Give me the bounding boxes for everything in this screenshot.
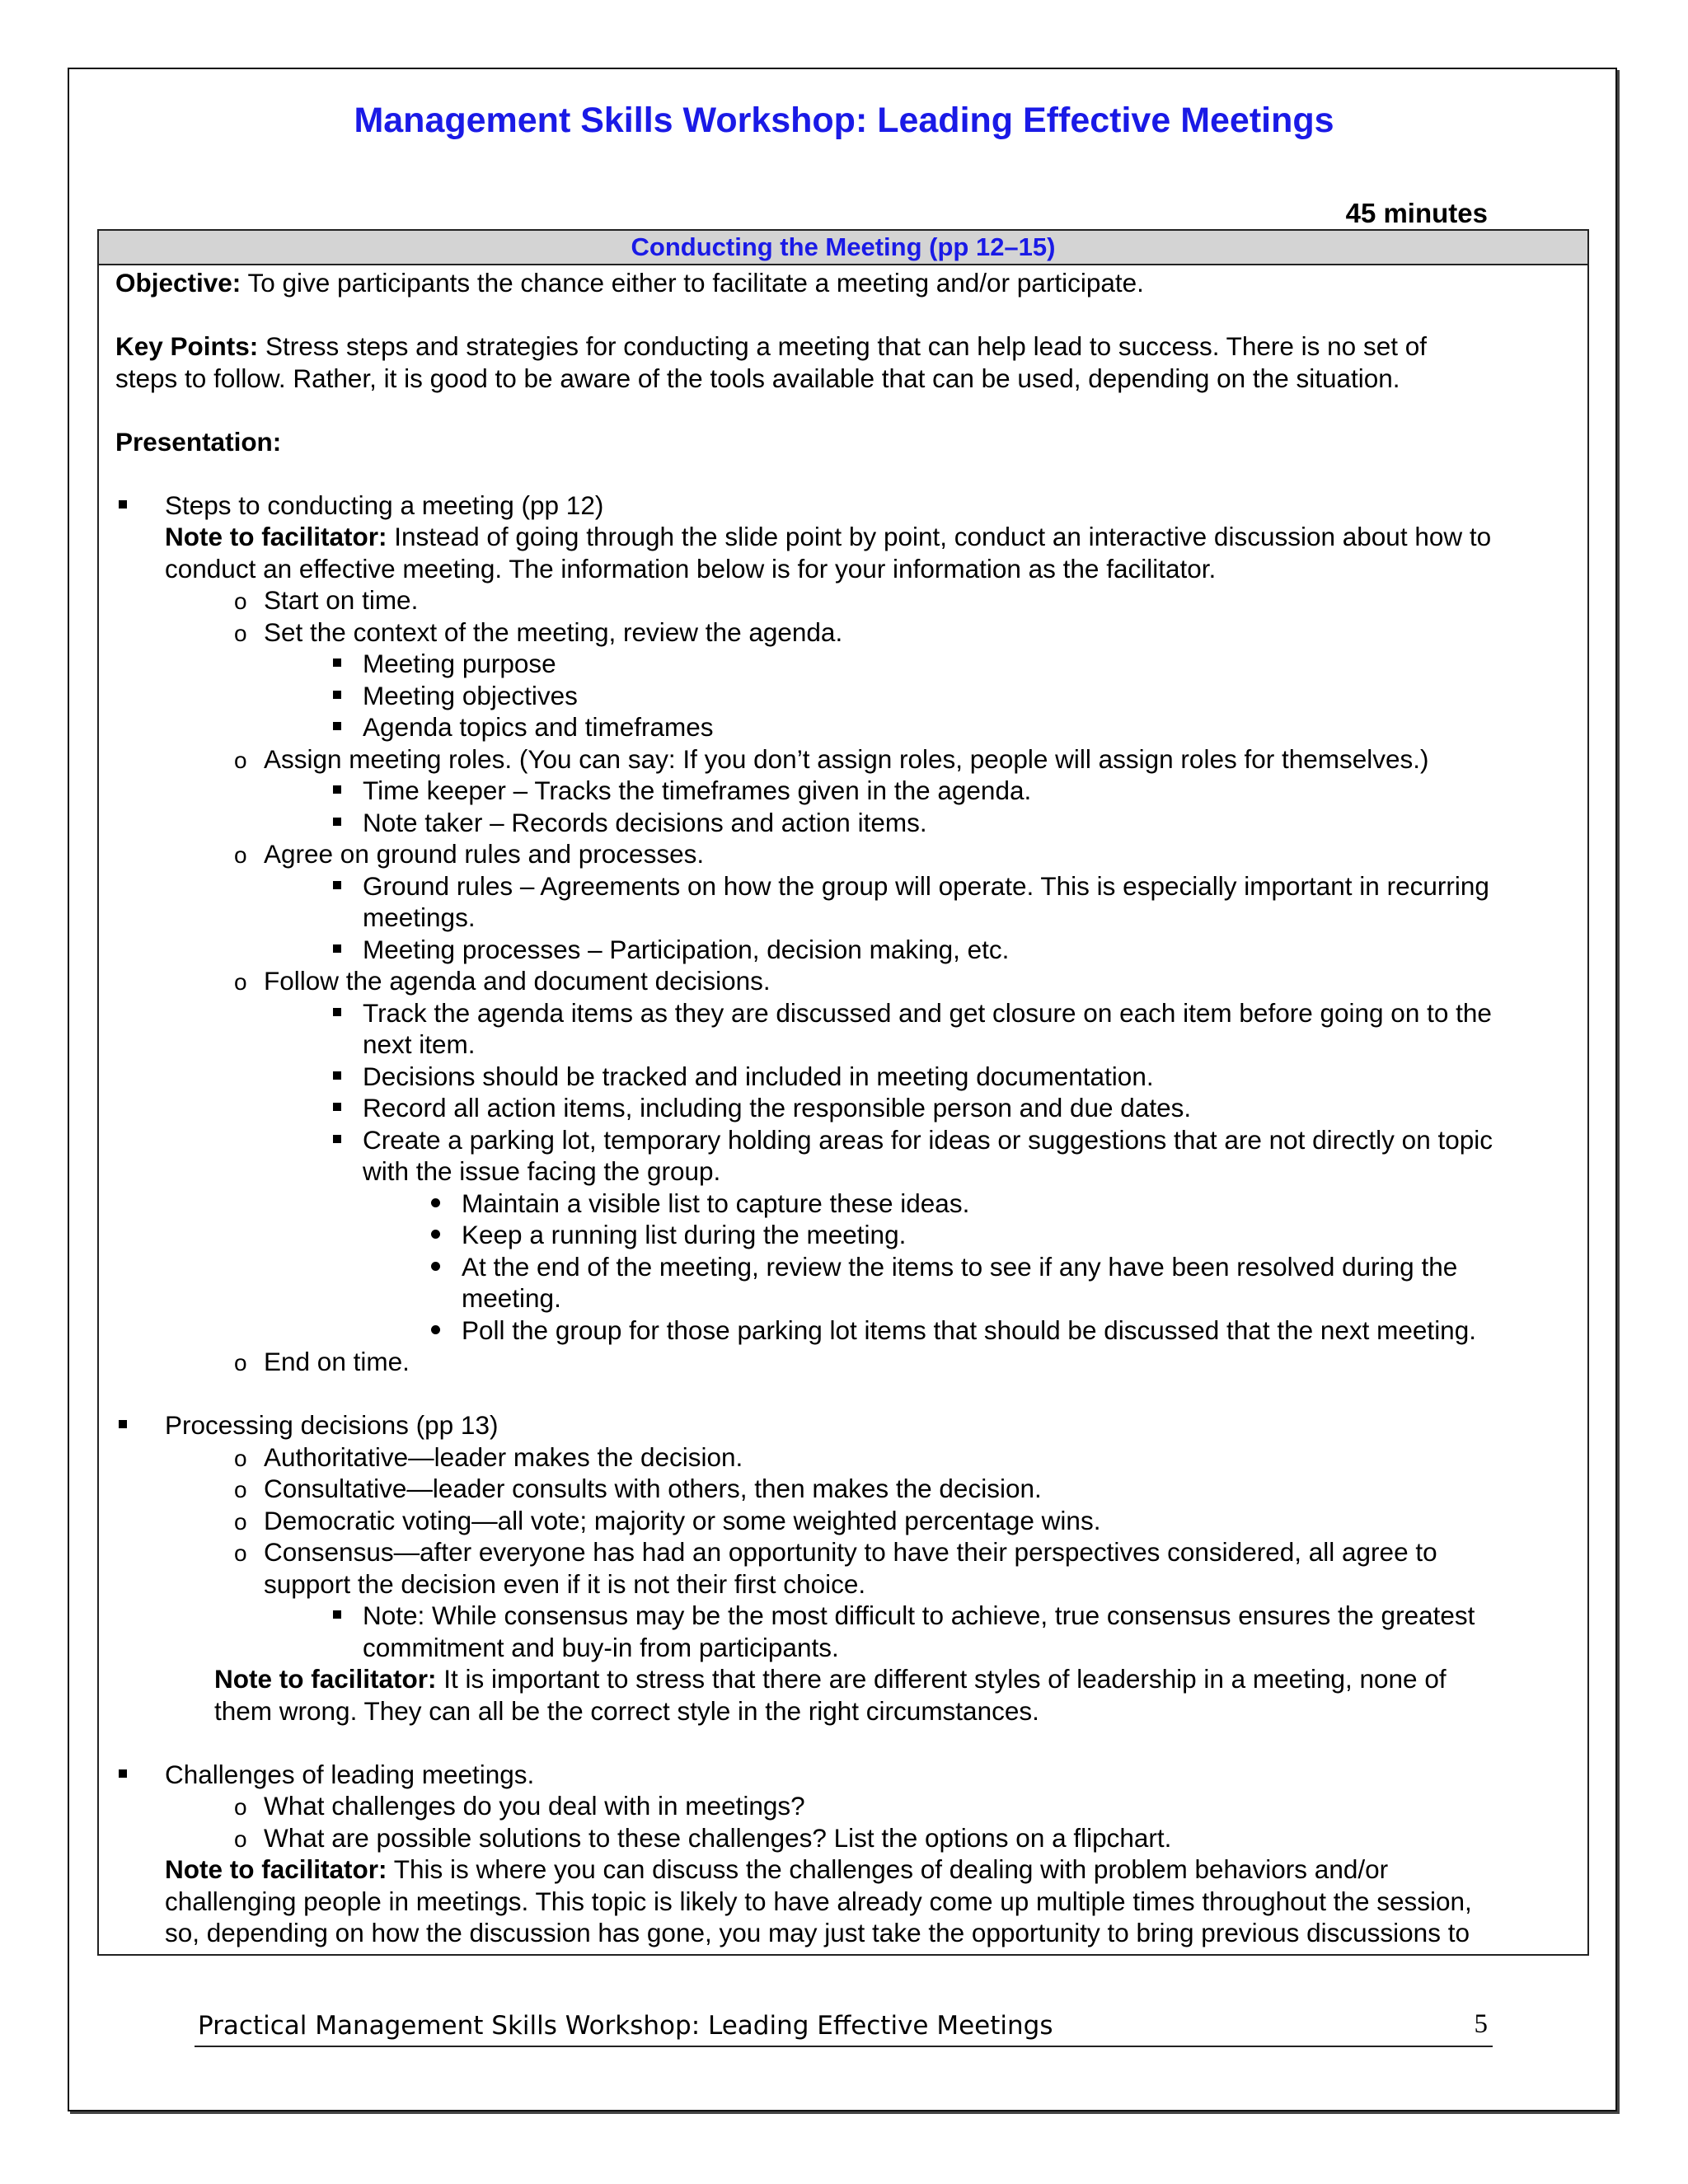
circle-bullet-icon: o bbox=[234, 1508, 247, 1535]
list-item bbox=[115, 934, 1587, 966]
circle-bullet-icon: o bbox=[234, 1825, 247, 1852]
list-item bbox=[115, 1346, 1587, 1378]
keypoints-text: Stress steps and strategies for conducting a meeting that can help lead to success. There is no set of bbox=[258, 331, 1427, 361]
list-item-text: Challenges of leading meetings. bbox=[165, 1759, 535, 1789]
list-item-text: Note: While consensus may be the most difficult to achieve, true consensus ensures the greatest bbox=[363, 1601, 1475, 1630]
list-item-text: Agree on ground rules and processes. bbox=[264, 839, 705, 869]
list-item-text: At the end of the meeting, review the items to see if any have been resolved during the bbox=[462, 1251, 1458, 1282]
list-item-text: Keep a running list during the meeting. bbox=[462, 1220, 907, 1249]
list-item bbox=[115, 1600, 1587, 1632]
list-item-text: Meeting purpose bbox=[363, 649, 556, 678]
list-item-text: Time keeper – Tracks the timeframes given in the agenda. bbox=[363, 776, 1032, 805]
note-text: It is important to stress that there are different styles of leadership in a meeting, none of bbox=[436, 1664, 1447, 1694]
list-item bbox=[115, 743, 1587, 776]
square-bullet-icon bbox=[333, 881, 341, 889]
list-item-text: What are possible solutions to these challenges? List the options on a flipchart. bbox=[264, 1822, 1172, 1853]
square-bullet-icon bbox=[333, 818, 341, 826]
list-item-text: Start on time. bbox=[264, 585, 419, 615]
list-item bbox=[115, 1790, 1587, 1822]
facilitator-note bbox=[115, 521, 1587, 553]
circle-bullet-icon: o bbox=[234, 1794, 247, 1820]
objective-text: To give participants the chance either to facilitate a meeting and/or participate. bbox=[241, 268, 1144, 298]
list-item-cont: with the issue facing the group. bbox=[363, 1156, 721, 1186]
circle-bullet-icon: o bbox=[234, 747, 247, 773]
list-item-cont: next item. bbox=[363, 1029, 476, 1059]
round-bullet-icon bbox=[431, 1262, 440, 1271]
list-item-text: Note taker – Records decisions and action items. bbox=[363, 807, 927, 837]
list-item-text: Set the context of the meeting, review the agenda. bbox=[264, 616, 843, 647]
circle-bullet-icon: o bbox=[234, 1477, 247, 1502]
list-item-text: Democratic voting—all vote; majority or some weighted percentage wins. bbox=[264, 1505, 1101, 1535]
square-bullet-icon bbox=[333, 785, 341, 794]
note-label: Note to facilitator: bbox=[165, 522, 387, 551]
list-item-cont: commitment and buy-in from participants. bbox=[363, 1632, 839, 1662]
objective-label: Objective: bbox=[115, 268, 241, 298]
list-item bbox=[115, 1473, 1587, 1505]
facilitator-note-cont: challenging people in meetings. This topic is likely to have already come up multiple times throughout the session, bbox=[165, 1886, 1472, 1916]
circle-bullet-icon: o bbox=[234, 588, 247, 614]
list-item bbox=[115, 1505, 1587, 1537]
circle-bullet-icon: o bbox=[234, 1540, 247, 1566]
circle-bullet-icon: o bbox=[234, 842, 247, 868]
facilitator-note-cont: so, depending on how the discussion has gone, you may just take the opportunity to bring previous discussions to bbox=[165, 1918, 1470, 1947]
list-item bbox=[115, 1441, 1587, 1474]
page-number: 5 bbox=[1474, 2009, 1488, 2039]
note-text: This is where you can discuss the challenges of dealing with problem behaviors and/or bbox=[387, 1854, 1389, 1884]
list-item-text: Track the agenda items as they are discussed and get closure on each item before going on to the bbox=[363, 997, 1492, 1028]
objective-line bbox=[115, 267, 1587, 299]
list-item bbox=[115, 490, 1587, 522]
list-item bbox=[115, 1124, 1587, 1156]
round-bullet-icon bbox=[431, 1230, 440, 1239]
list-item bbox=[115, 775, 1587, 807]
square-bullet-icon bbox=[333, 1071, 341, 1080]
square-bullet-icon bbox=[333, 722, 341, 730]
list-item-text: Ground rules – Agreements on how the group will operate. This is especially important in recurring bbox=[363, 870, 1489, 901]
facilitator-note bbox=[115, 1854, 1587, 1886]
footer-text: Practical Management Skills Workshop: Leading Effective Meetings bbox=[198, 2011, 1053, 2041]
keypoints-label: Key Points: bbox=[115, 331, 259, 361]
list-item bbox=[115, 1251, 1587, 1283]
note-label: Note to facilitator: bbox=[214, 1664, 437, 1694]
square-bullet-icon bbox=[333, 1135, 341, 1143]
facilitator-note-cont: them wrong. They can all be the correct style in the right circumstances. bbox=[214, 1695, 1039, 1726]
list-item bbox=[115, 870, 1587, 902]
list-item-cont: support the decision even if it is not their first choice. bbox=[264, 1568, 866, 1599]
circle-bullet-icon: o bbox=[234, 969, 247, 995]
list-item bbox=[115, 838, 1587, 870]
list-item bbox=[115, 584, 1587, 616]
list-item-text: Steps to conducting a meeting (pp 12) bbox=[165, 490, 604, 520]
duration-label: 45 minutes bbox=[1345, 198, 1488, 228]
list-item bbox=[115, 1536, 1587, 1568]
list-item bbox=[115, 1219, 1587, 1251]
list-item-text: Create a parking lot, temporary holding areas for ideas or suggestions that are not directly on topic bbox=[363, 1124, 1493, 1155]
list-item-text: What challenges do you deal with in meetings? bbox=[264, 1791, 805, 1821]
list-item-text: Decisions should be tracked and included in meeting documentation. bbox=[363, 1061, 1154, 1091]
square-bullet-icon bbox=[333, 658, 341, 667]
facilitator-note bbox=[115, 1663, 1587, 1695]
list-item bbox=[115, 680, 1587, 712]
list-item-cont: meetings. bbox=[363, 902, 476, 932]
list-item-text: Consultative—leader consults with others, then makes the decision. bbox=[264, 1474, 1042, 1503]
section-header: Conducting the Meeting (pp 12–15) bbox=[99, 231, 1587, 265]
list-item bbox=[115, 1061, 1587, 1093]
round-bullet-icon bbox=[431, 1198, 440, 1207]
section-content bbox=[99, 265, 1587, 1949]
keypoints-line-2: steps to follow. Rather, it is good to be aware of the tools available that can be used, depending on the situation. bbox=[115, 363, 1400, 393]
list-item bbox=[115, 1315, 1587, 1347]
list-item bbox=[115, 1409, 1587, 1441]
presentation-label-text: Presentation: bbox=[115, 426, 282, 457]
circle-bullet-icon: o bbox=[234, 1445, 247, 1471]
square-bullet-icon bbox=[333, 944, 341, 953]
list-item-cont: meeting. bbox=[462, 1283, 561, 1313]
list-item-text: Consensus—after everyone has had an opportunity to have their perspectives considered, all agree to bbox=[264, 1537, 1437, 1567]
list-item bbox=[115, 965, 1587, 997]
square-bullet-icon bbox=[119, 500, 127, 509]
list-item bbox=[115, 807, 1587, 839]
list-item-text: Maintain a visible list to capture these ideas. bbox=[462, 1188, 970, 1218]
list-item-text: Processing decisions (pp 13) bbox=[165, 1410, 499, 1440]
list-item bbox=[115, 1188, 1587, 1220]
list-item bbox=[115, 1759, 1587, 1791]
section-box bbox=[97, 229, 1589, 1956]
square-bullet-icon bbox=[333, 691, 341, 699]
square-bullet-icon bbox=[119, 1420, 127, 1428]
presentation-label bbox=[115, 426, 1587, 458]
note-label: Note to facilitator: bbox=[165, 1854, 387, 1884]
keypoints-line bbox=[115, 330, 1587, 363]
list-item-text: Agenda topics and timeframes bbox=[363, 712, 714, 742]
page-footer bbox=[195, 2009, 1493, 2047]
list-item bbox=[115, 711, 1587, 743]
list-item-text: Assign meeting roles. (You can say: If you don’t assign roles, people will assign roles for themselves.) bbox=[264, 743, 1429, 774]
list-item bbox=[115, 648, 1587, 680]
page-title: Management Skills Workshop: Leading Effective Meetings bbox=[354, 101, 1334, 140]
square-bullet-icon bbox=[333, 1610, 341, 1619]
list-item-text: End on time. bbox=[264, 1347, 410, 1376]
square-bullet-icon bbox=[333, 1103, 341, 1111]
circle-bullet-icon: o bbox=[234, 620, 247, 646]
list-item-text: Meeting objectives bbox=[363, 680, 578, 710]
list-item-text: Record all action items, including the responsible person and due dates. bbox=[363, 1093, 1192, 1122]
list-item-text: Meeting processes – Participation, decision making, etc. bbox=[363, 934, 1010, 964]
facilitator-note-cont: conduct an effective meeting. The information below is for your information as the facilitator. bbox=[165, 553, 1217, 583]
circle-bullet-icon: o bbox=[234, 1350, 247, 1376]
list-item-text: Authoritative—leader makes the decision. bbox=[264, 1441, 743, 1472]
list-item bbox=[115, 1822, 1587, 1854]
round-bullet-icon bbox=[431, 1325, 440, 1334]
list-item-text: Follow the agenda and document decisions. bbox=[264, 966, 771, 996]
list-item bbox=[115, 997, 1587, 1029]
square-bullet-icon bbox=[333, 1008, 341, 1016]
list-item bbox=[115, 616, 1587, 649]
square-bullet-icon bbox=[119, 1769, 127, 1778]
list-item bbox=[115, 1092, 1587, 1124]
list-item-text: Poll the group for those parking lot items that should be discussed that the next meeting. bbox=[462, 1315, 1476, 1345]
note-text: Instead of going through the slide point by point, conduct an interactive discussion about how to bbox=[387, 522, 1492, 551]
